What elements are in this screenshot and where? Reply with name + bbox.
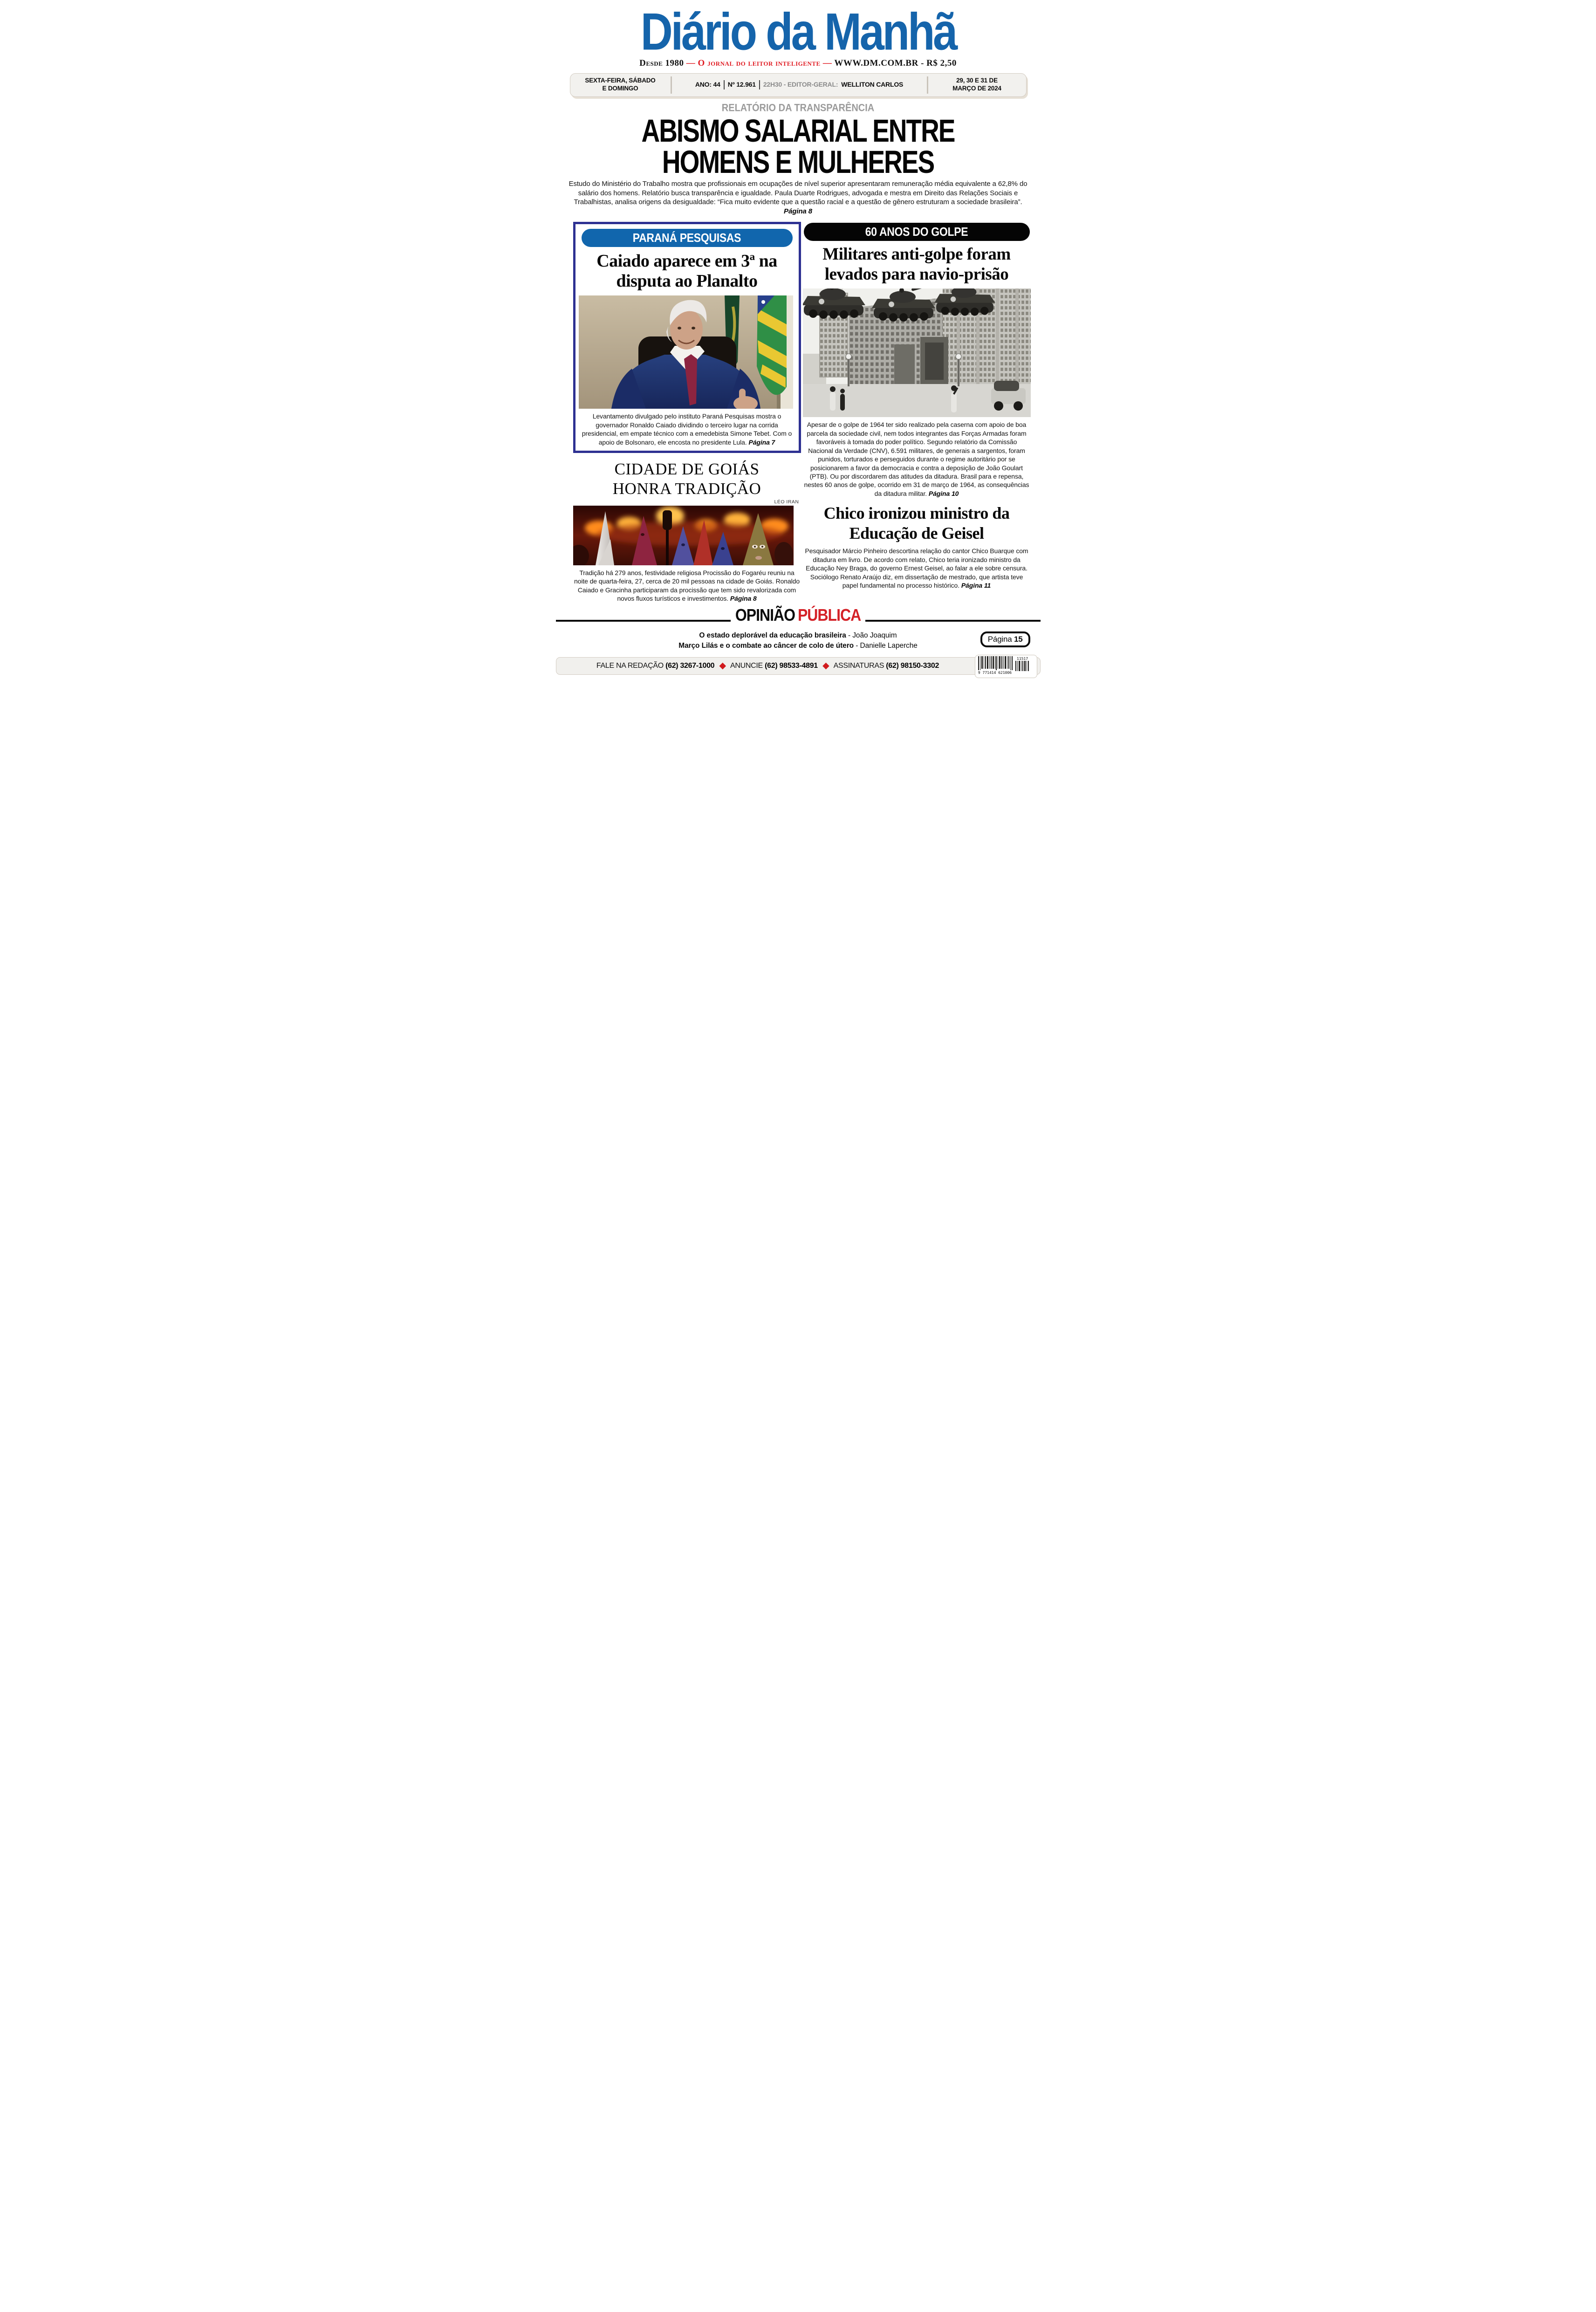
opinion-header — [556, 605, 1041, 625]
opinion-items — [547, 631, 1050, 652]
procession-photo — [573, 506, 801, 565]
chico-page-ref: Página 11 — [961, 582, 991, 590]
main-headline — [547, 112, 1050, 180]
golpe-tag-label: 60 ANOS DO GOLPE — [865, 225, 968, 239]
edition-number: Nº 12.961 — [727, 81, 756, 89]
main-columns — [573, 222, 1031, 603]
dateline-bar — [570, 73, 1027, 97]
footer-contacts — [556, 660, 1040, 671]
caiado-photo-image — [579, 295, 793, 409]
caiado-caption — [580, 412, 795, 446]
dateline-days-line2: E DOMINGO — [602, 85, 638, 92]
dateline-date-line2: MARÇO DE 2024 — [952, 85, 1001, 92]
tagline-dash2: — — [822, 58, 832, 68]
caiado-headline: Caiado aparece em 3ª na disputa ao Planalto — [596, 251, 777, 291]
parana-pesquisas-tag — [582, 229, 793, 247]
caiado-page-ref: Página 7 — [748, 438, 775, 446]
barcode-image — [977, 656, 1031, 675]
barcode-addon: 11517 — [1016, 656, 1028, 661]
golpe-tag — [804, 223, 1030, 241]
tanks-photo-image — [803, 288, 1031, 417]
opinion-item-title: O estado deplorável da educação brasileira — [699, 631, 846, 639]
dateline-days-line1: SEXTA-FEIRA, SÁBADO — [585, 77, 656, 84]
opinion-item-author: - Danielle Laperche — [856, 642, 918, 650]
lead-page-ref: Página 8 — [784, 207, 812, 215]
pipe-divider-icon — [759, 80, 760, 89]
goias-caption — [574, 569, 800, 603]
tagline-site-price: WWW.DM.COM.BR - R$ 2,50 — [834, 58, 957, 68]
golpe-body — [804, 420, 1030, 498]
chico-body — [804, 547, 1030, 590]
edition-year: ANO: 44 — [695, 81, 720, 89]
opinion-title-black: OPINIÃO — [735, 605, 795, 624]
dateline-date-line1: 29, 30 E 31 DE — [956, 77, 998, 84]
goias-caption-text: Tradição há 279 anos, festividade religiosa Procissão do Fogaréu reuniu na noite de quarta-feira, 27, cerca de 20 mil pessoas na cidade de Goiás. Ronaldo Caiado e Gracinha participaram da procissão que tem sido revalorizada com novos fluxos turísticos e investimentos. — [574, 569, 800, 603]
opinion-item-author: - João Joaquim — [848, 631, 897, 639]
goias-section — [573, 460, 801, 603]
footer-phone-redacao: (62) 3267-1000 — [665, 662, 715, 670]
tanks-photo — [803, 288, 1031, 417]
parana-pesquisas-box — [573, 222, 801, 453]
tagline-dash: — — [686, 58, 696, 68]
masthead-title: Diário da Manhã — [640, 3, 956, 61]
goias-headline-line2: HONRA TRADIÇÃO — [612, 479, 761, 498]
golpe-page-ref: Página 10 — [928, 489, 959, 497]
lead-kicker: RELATÓRIO DA TRANSPARÊNCIA — [721, 102, 875, 114]
opinion-page-badge — [980, 631, 1030, 647]
right-column — [803, 222, 1031, 603]
main-headline-line1: ABISMO SALARIAL ENTRE — [641, 112, 955, 149]
opinion-item-title: Março Lilás e o combate ao câncer de colo de útero — [678, 642, 854, 650]
dateline-date — [928, 74, 1026, 96]
footer-contact-bar — [556, 657, 1041, 675]
footer-label-redacao: FALE NA REDAÇÃO — [596, 662, 664, 670]
opinion-title — [731, 605, 865, 624]
opinion-title-red: PÚBLICA — [797, 605, 861, 624]
opinion-rule-left — [556, 620, 731, 622]
dateline-edition — [672, 74, 927, 96]
masthead — [547, 0, 1050, 69]
golpe-headline: Militares anti-golpe foram levados para navio-prisão — [822, 245, 1011, 284]
parana-pesquisas-tag-label: PARANÁ PESQUISAS — [632, 231, 741, 245]
opinion-page-label: Página — [987, 634, 1012, 644]
goias-headline — [573, 460, 801, 498]
photo-credit: LÉO IRAN — [774, 499, 799, 505]
diamond-icon: ◆ — [719, 661, 726, 671]
goias-page-ref: Página 8 — [730, 595, 757, 603]
opinion-page-number: 15 — [1014, 634, 1023, 644]
opinion-item — [547, 641, 1050, 651]
tagline-slogan: O jornal do leitor inteligente — [698, 58, 821, 68]
chico-headline: Chico ironizou ministro da Educação de Geisel — [823, 504, 1010, 542]
chico-body-text: Pesquisador Márcio Pinheiro descortina relação do cantor Chico Buarque com ditadura em livro. De acordo com relato, Chico teria ironizado ministro da Educação Ney Braga, do governo Ernest Geisel, ao falar a ele sobre censura. Sociólogo Renato Araújo diz, em dissertação de mestrado, que artista teve papel fundamental no processo histórico. — [805, 547, 1028, 590]
left-column — [573, 222, 801, 603]
footer-label-assinaturas: ASSINATURAS — [833, 662, 884, 670]
footer-label-anuncie: ANUNCIE — [730, 662, 763, 670]
edition-editor-name: WELLITON CARLOS — [841, 81, 904, 89]
opinion-item — [547, 631, 1050, 641]
footer-phone-anuncie: (62) 98533-4891 — [765, 662, 818, 670]
main-headline-line2: HOMENS E MULHERES — [662, 144, 934, 180]
footer-phone-assinaturas: (62) 98150-3302 — [886, 662, 939, 670]
barcode-digits: 9 771414 621006 — [978, 670, 1012, 675]
pipe-divider-icon — [724, 80, 725, 89]
diamond-icon: ◆ — [822, 661, 829, 671]
newspaper-front-page — [547, 0, 1050, 729]
procession-photo-image — [573, 506, 794, 565]
goias-headline-line1: CIDADE DE GOIÁS — [614, 460, 760, 479]
tagline-since: Desde 1980 — [639, 58, 684, 68]
caiado-photo — [579, 295, 795, 409]
barcode — [975, 655, 1037, 678]
lead-summary-text: Estudo do Ministério do Trabalho mostra que profissionais em ocupações de nível superior apresentaram remuneração média equivalente a 62,8% do salário dos homens. Relatório busca transparência e igualdade. Paula Duarte Rodrigues, advogada e mestra em Direito das Relações Sociais e Trabalhistas, analisa origens da desigualdade: “Fica muito evidente que a questão racial e a questão de gênero estruturam a sociedade brasileira”. — [569, 180, 1027, 206]
lead-summary — [569, 179, 1027, 216]
edition-time-editor-label: 22H30 - EDITOR-GERAL: — [763, 81, 838, 89]
opinion-rule-right — [865, 620, 1040, 622]
opinion-section — [547, 605, 1050, 652]
caiado-caption-text: Levantamento divulgado pelo instituto Paraná Pesquisas mostra o governador Ronaldo Caiado dividindo o terceiro lugar na corrida presidencial, em empate técnico com a emedebista Simone Tebet. Com o apoio de Bolsonaro, ele encosta no presidente Lula. — [582, 412, 792, 446]
golpe-body-text: Apesar de o golpe de 1964 ter sido realizado pela caserna com apoio de boa parcela da sociedade civil, nem todos integrantes das Forças Armadas foram favoráveis à tomada do poder político. Segundo relatório da Comissão Nacional da Verdade (CNV), 6.591 militares, de generais a sargentos, foram punidos, torturados e perseguidos durante o regime autoritário por se posicionarem a favor da democracia e contra a deposição de João Goulart (PTB). Ou por discordarem das atitudes da ditadura. Brasil para e repensa, nestes 60 anos de golpe, ocorrido em 31 de março de 1964, as consequências da ditadura militar. — [804, 421, 1029, 497]
dateline-days — [570, 74, 671, 96]
